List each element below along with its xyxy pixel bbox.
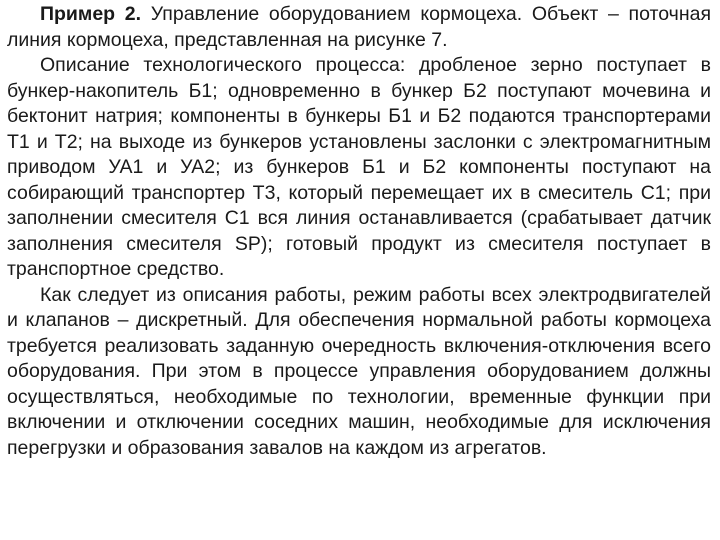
paragraph-1 [7, 2, 711, 53]
example-label: Пример 2. [40, 3, 142, 25]
paragraph-1-text: Управление оборудованием кормоцеха. Объект – поточная линия кормоцеха, представленная на рисунке 7. [7, 3, 711, 51]
paragraph-2: Описание технологического процесса: дробленое зерно поступает в бункер-накопитель Б1; одновременно в бункер Б2 поступают мочевина и бектонит натрия; компоненты в бункеры Б1 и Б2 подаются транспортерами Т1 и Т2; на выходе из бункеров установлены заслонки с электромагнитным приводом УА1 и УА2; из бункеров Б1 и Б2 компоненты поступают на собирающий транспортер Т3, который перемещает их в смеситель С1; при заполнении смесителя С1 вся линия останавливается (срабатывает датчик заполнения смесителя SP); готовый продукт из смесителя поступает в транспортное средство. [7, 54, 711, 280]
paragraph-3: Как следует из описания работы, режим работы всех электродвигателей и клапанов – дискретный. Для обеспечения нормальной работы кормоцеха требуется реализовать заданную очередность включения-отключения всего оборудования. При этом в процессе управления оборудованием должны осуществляться, необходимые по технологии, временные функции при включении и отключении соседних машин, необходимые для исключения перегрузки и образования завалов на каждом из агрегатов. [7, 283, 711, 459]
